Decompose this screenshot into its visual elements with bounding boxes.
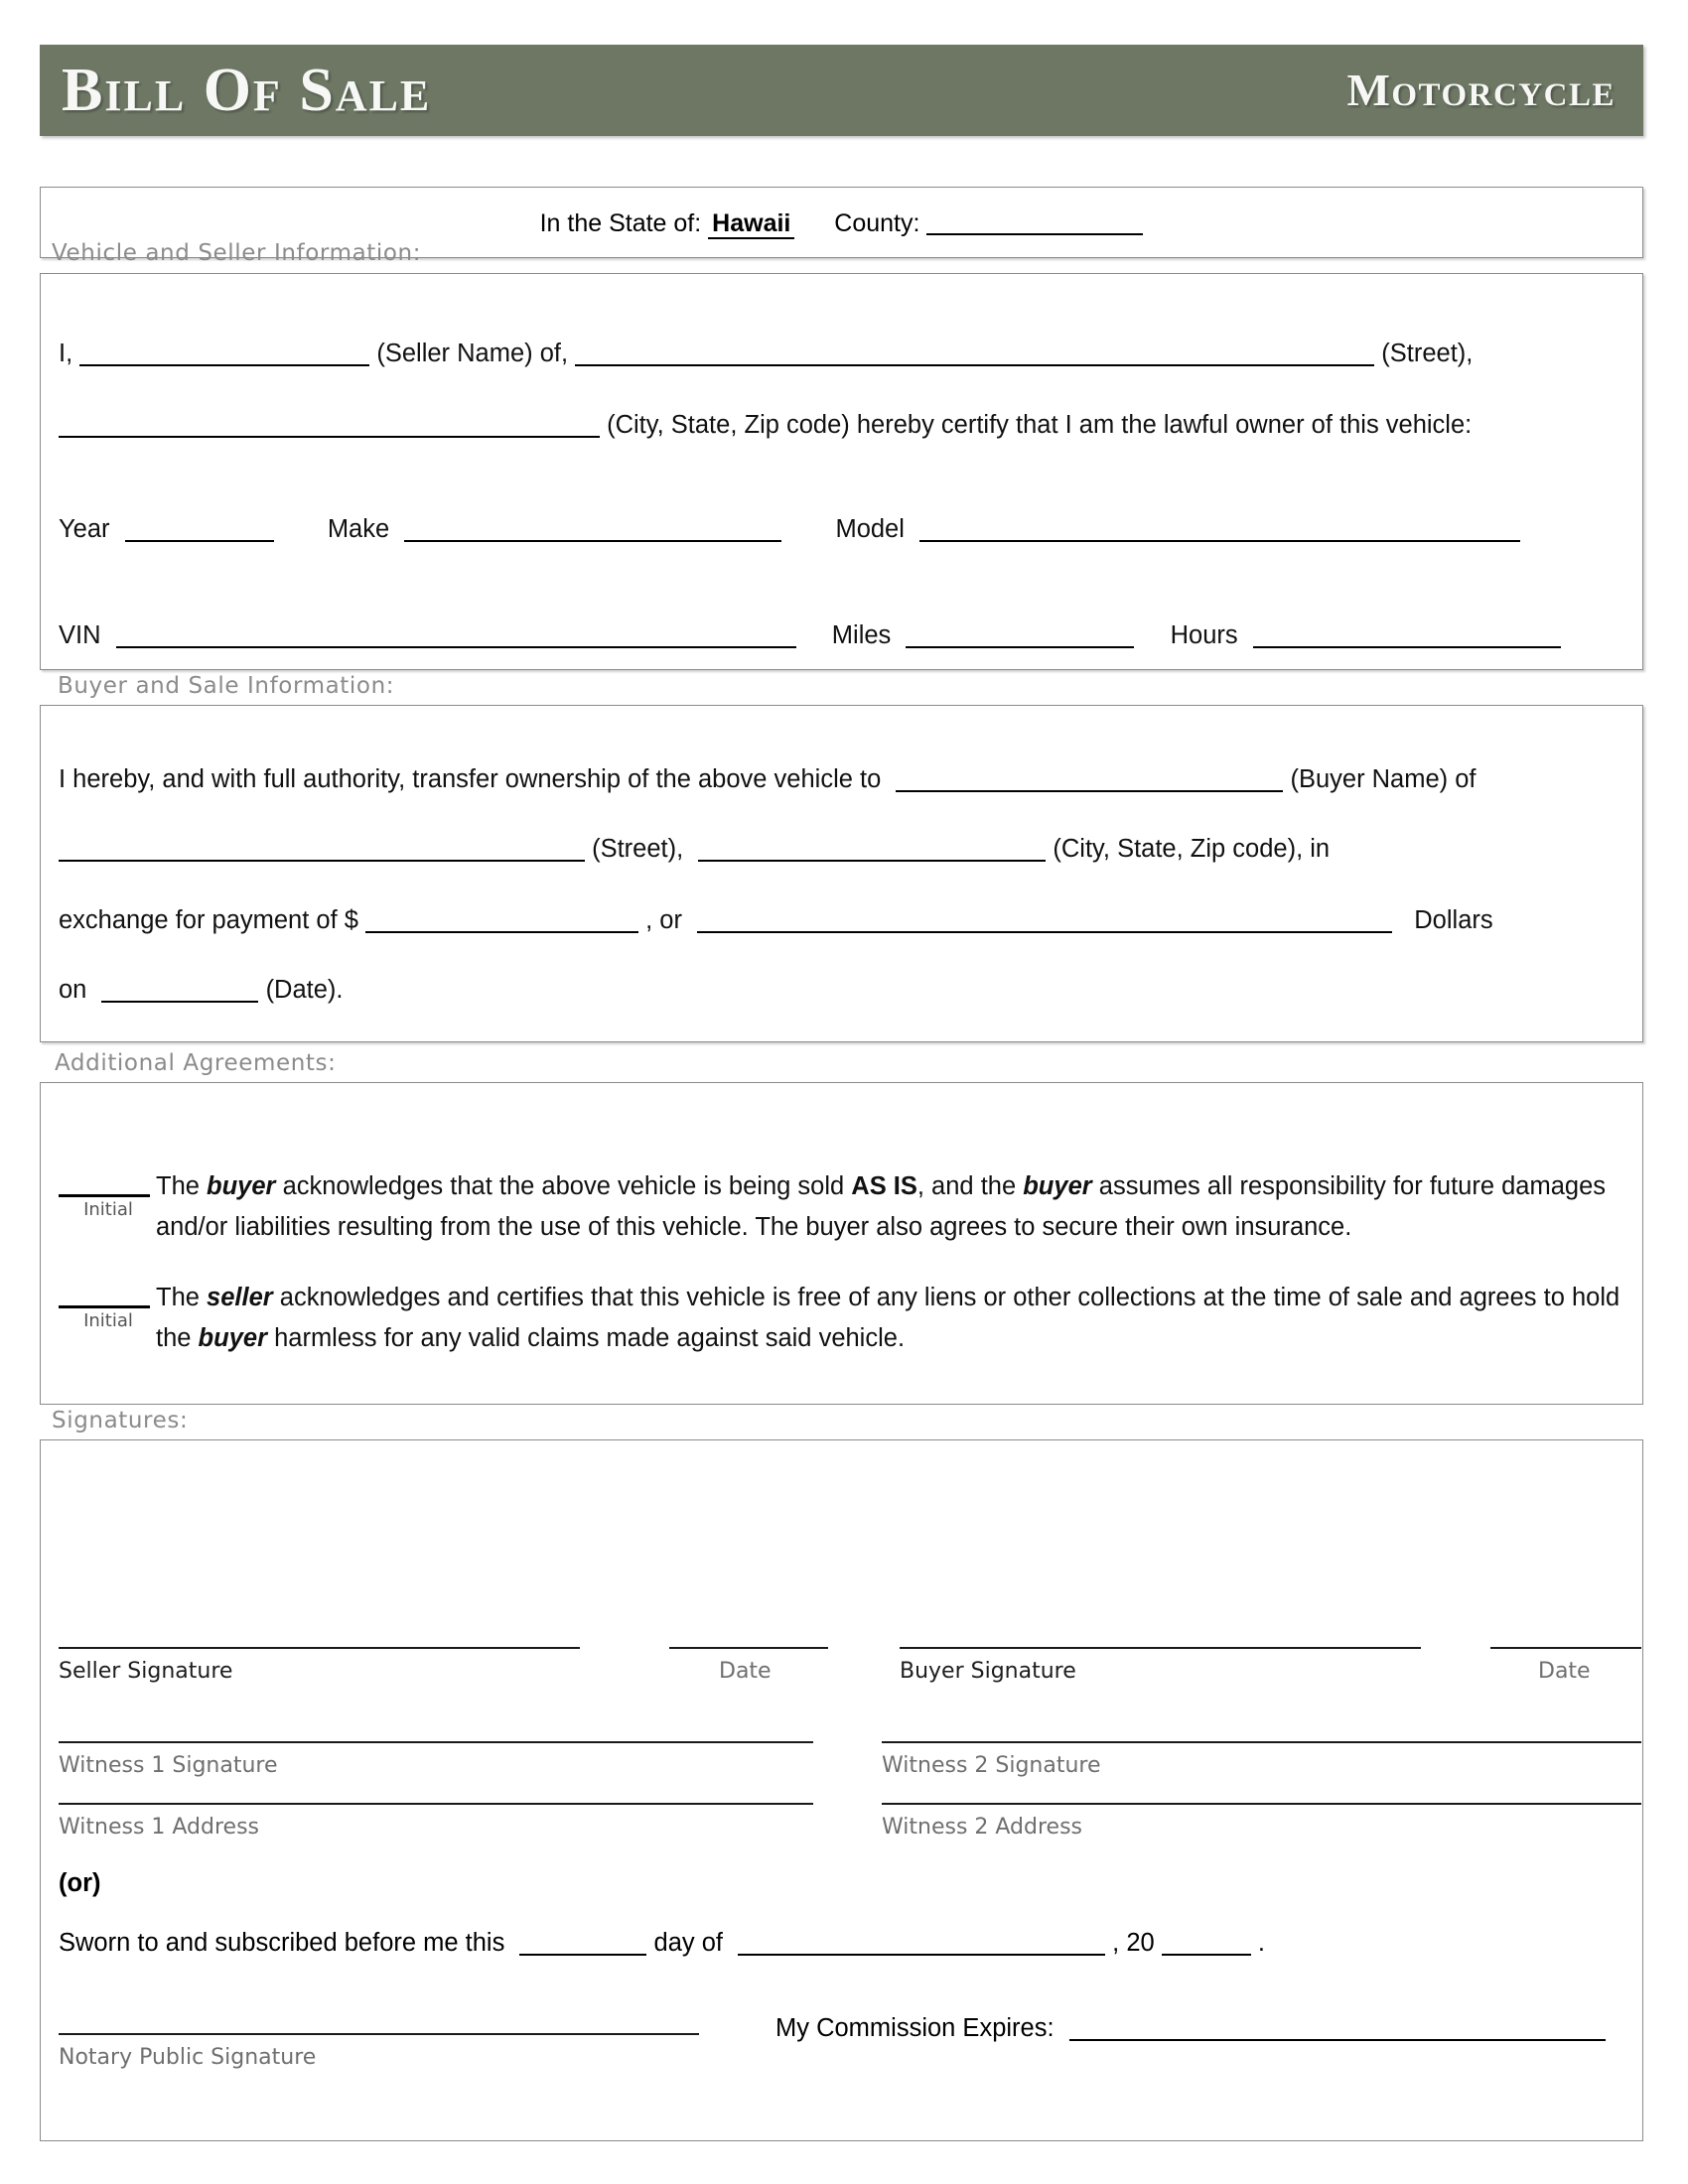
county-input-blank[interactable] xyxy=(926,233,1143,235)
vin-blank[interactable] xyxy=(116,646,796,648)
payment-amount-blank[interactable] xyxy=(365,931,638,933)
initial-block-2[interactable] xyxy=(59,1284,158,1331)
agreement-clause-buyer xyxy=(156,1166,1625,1248)
seller-signature-label: Seller Signature xyxy=(59,1659,233,1684)
clause1-part2: acknowledges that the above vehicle is being sold xyxy=(275,1172,852,1200)
seller-city-blank[interactable] xyxy=(59,436,600,438)
sale-date-row xyxy=(59,978,344,1004)
clause2-part2: acknowledges and certifies that this vehicle is free of any liens or other collections at the time of sale and agrees to hold the xyxy=(156,1284,1620,1352)
payment-label: exchange for payment of $ xyxy=(59,906,358,934)
page-title-text: BILL OF SALE xyxy=(62,57,432,124)
buyer-signature-label: Buyer Signature xyxy=(900,1659,1076,1684)
buyer-city-blank[interactable] xyxy=(698,860,1046,862)
hours-label: Hours xyxy=(1170,621,1238,649)
seller-street-blank[interactable] xyxy=(575,364,1374,366)
section-caption-additional-agreements: Additional Agreements: xyxy=(55,1050,337,1076)
make-label: Make xyxy=(327,515,390,543)
vin-label: VIN xyxy=(59,621,101,649)
buyer-date-label: Date xyxy=(1538,1659,1591,1684)
signatures-section xyxy=(40,1439,1643,2141)
buyer-sale-section xyxy=(40,705,1643,1042)
commission-expires-blank[interactable] xyxy=(1069,2039,1606,2041)
initial-label-1: Initial xyxy=(83,1199,133,1220)
page-title xyxy=(62,57,432,124)
sworn-label-c: , 20 xyxy=(1112,1929,1155,1957)
dollars-label: Dollars xyxy=(1414,906,1493,934)
clause1-word-as-is: AS IS xyxy=(851,1172,917,1200)
witness1-signature-label: Witness 1 Signature xyxy=(59,1753,278,1778)
sworn-statement-row xyxy=(59,1929,1265,1958)
buyer-transfer-row xyxy=(59,767,1477,793)
seller-name-street-row xyxy=(59,341,1473,367)
section-caption-buyer-sale: Buyer and Sale Information: xyxy=(58,673,395,699)
witness1-signature-line[interactable] xyxy=(59,1741,813,1743)
miles-label: Miles xyxy=(831,621,892,649)
buyer-city-caption: (City, State, Zip code), in xyxy=(1053,835,1331,863)
seller-name-caption: (Seller Name) of, xyxy=(376,340,569,367)
seller-date-line[interactable] xyxy=(669,1647,828,1649)
witness2-address-line[interactable] xyxy=(882,1803,1641,1805)
commission-expires-row xyxy=(775,2014,1606,2043)
clause1-part4: assumes all responsibility for future damages and/or liabilities resulting from the use of this vehicle. The buyer also agrees to secure their own insurance. xyxy=(156,1172,1607,1241)
sworn-year-blank[interactable] xyxy=(1162,1954,1251,1956)
model-label: Model xyxy=(835,515,905,543)
year-blank[interactable] xyxy=(125,540,274,542)
initial-label-2: Initial xyxy=(83,1310,133,1331)
witness2-signature-line[interactable] xyxy=(882,1741,1641,1743)
sale-date-caption: (Date). xyxy=(265,976,344,1004)
buyer-street-blank[interactable] xyxy=(59,860,585,862)
sworn-label-a: Sworn to and subscribed before me this xyxy=(59,1929,505,1957)
notary-signature-label: Notary Public Signature xyxy=(59,2045,317,2070)
notary-signature-line[interactable] xyxy=(59,2033,699,2035)
clause2-part3: harmless for any valid claims made against said vehicle. xyxy=(267,1324,906,1352)
seller-name-blank[interactable] xyxy=(79,364,369,366)
sworn-month-blank[interactable] xyxy=(738,1954,1105,1956)
sworn-label-b: day of xyxy=(653,1929,723,1957)
hours-blank[interactable] xyxy=(1253,646,1561,648)
buyer-name-caption: (Buyer Name) of xyxy=(1290,765,1477,793)
buyer-street-caption: (Street), xyxy=(592,835,684,863)
clause1-word-buyer-1: buyer xyxy=(207,1172,276,1200)
vehicle-vin-miles-hours-row xyxy=(59,623,1561,649)
witness2-signature-label: Witness 2 Signature xyxy=(882,1753,1101,1778)
clause1-part1: The xyxy=(156,1172,208,1200)
agreement-clause-seller xyxy=(156,1278,1625,1359)
state-county-line xyxy=(41,209,1642,238)
miles-blank[interactable] xyxy=(906,646,1134,648)
buyer-name-blank[interactable] xyxy=(896,790,1283,792)
seller-street-caption: (Street), xyxy=(1381,340,1474,367)
clause1-part3: , and the xyxy=(916,1172,1024,1200)
section-caption-signatures: Signatures: xyxy=(52,1408,189,1433)
seller-city-caption: (City, State, Zip code) hereby certify that I am the lawful owner of this vehicle: xyxy=(607,411,1473,439)
or-separator-label: (or) xyxy=(59,1869,101,1897)
sworn-label-d: . xyxy=(1257,1929,1265,1957)
payment-or-label: , or xyxy=(645,906,682,934)
buyer-address-row xyxy=(59,837,1330,863)
year-label: Year xyxy=(59,515,110,543)
vehicle-year-make-model-row xyxy=(59,517,1520,543)
document-subtype-text: MOTORCYCLE xyxy=(1346,65,1616,115)
model-blank[interactable] xyxy=(919,540,1520,542)
initial-block-1[interactable] xyxy=(59,1172,158,1220)
clause2-word-seller: seller xyxy=(207,1284,273,1311)
state-value[interactable]: Hawaii xyxy=(708,209,794,239)
on-label: on xyxy=(59,976,87,1004)
document-subtype-title xyxy=(1346,65,1621,115)
make-blank[interactable] xyxy=(404,540,781,542)
seller-signature-line[interactable] xyxy=(59,1647,580,1649)
buyer-date-line[interactable] xyxy=(1490,1647,1641,1649)
seller-date-label: Date xyxy=(719,1659,772,1684)
witness2-address-label: Witness 2 Address xyxy=(882,1815,1083,1840)
clause2-word-buyer: buyer xyxy=(198,1324,267,1352)
clause1-word-buyer-2: buyer xyxy=(1023,1172,1092,1200)
section-caption-vehicle-seller: Vehicle and Seller Information: xyxy=(52,240,422,266)
witness1-address-line[interactable] xyxy=(59,1803,813,1805)
payment-dollars-blank[interactable] xyxy=(697,931,1392,933)
commission-label: My Commission Expires: xyxy=(775,2014,1055,2042)
transfer-statement: I hereby, and with full authority, transfer ownership of the above vehicle to xyxy=(59,765,882,793)
witness1-address-label: Witness 1 Address xyxy=(59,1815,260,1840)
seller-i-label: I, xyxy=(59,340,73,367)
vehicle-seller-section xyxy=(40,273,1643,670)
county-label: County: xyxy=(834,209,920,237)
initial-blank-1[interactable] xyxy=(59,1172,150,1197)
additional-agreements-section xyxy=(40,1082,1643,1405)
clause2-part1: The xyxy=(156,1284,208,1311)
buyer-signature-line[interactable] xyxy=(900,1647,1421,1649)
state-label: In the State of: xyxy=(539,209,702,237)
sale-date-blank[interactable] xyxy=(101,1001,258,1003)
payment-row xyxy=(59,908,1493,934)
seller-city-row xyxy=(59,413,1472,439)
document-header-banner xyxy=(40,45,1643,136)
initial-blank-2[interactable] xyxy=(59,1284,150,1308)
sworn-day-blank[interactable] xyxy=(519,1954,646,1956)
